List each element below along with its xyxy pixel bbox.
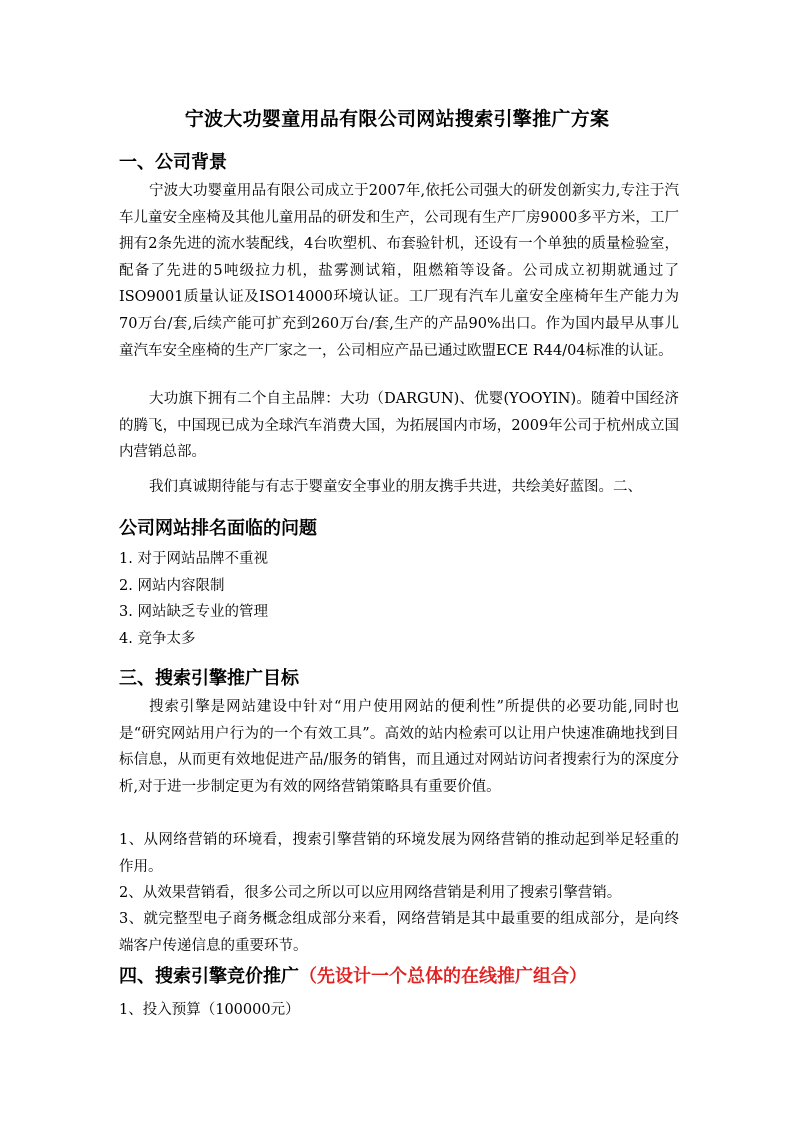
paragraph-budget: 1、投入预算（100000元）: [119, 1002, 300, 1018]
list-item: 2. 网站内容限制: [119, 577, 225, 594]
list-item: 4. 竞争太多: [119, 630, 196, 647]
section-heading-bidding-promotion: [119, 962, 587, 988]
heading-text: 四、搜索引擎竞价推广: [119, 966, 299, 987]
list-item: 3. 网站缺乏专业的管理: [119, 604, 268, 621]
document-title: 宁波大功婴童用品有限公司网站搜索引擎推广方案: [184, 108, 610, 130]
paragraph-brands: 大功旗下拥有二个自主品牌：大功（DARGUN)、优婴(YOOYIN)。随着中国经济的腾飞，中国现已成为全球汽车消费大国，为拓展国内市场，2009年公司于杭州成立国内营销总部。: [119, 391, 679, 461]
paragraph-point-1: 1、从网络营销的环境看，搜索引擎营销的环境发展为网络营销的推动起到举足轻重的作用。: [119, 832, 679, 875]
paragraph-point-2: 2、从效果营销看，很多公司之所以可以应用网络营销是利用了搜索引擎营销。: [119, 885, 622, 901]
paragraph-closing: 我们真诚期待能与有志于婴童安全事业的朋友携手共进，共绘美好蓝图。二、: [149, 479, 642, 495]
problems-list: [119, 546, 268, 652]
paragraph-seo-goals: 搜索引擎是网站建设中针对“用户使用网站的便利性”所提供的必要功能,同时也是“研究网站用户行为的一个有效工具”。高效的站内检索可以让用户快速准确地找到目标信息，从而更有效地促进产品/服务的销售，而且通过对网站访问者搜索行为的深度分析,对于进一步制定更为有效的网络营销策略具有重要价值。: [119, 699, 679, 795]
section-heading-company-background: 一、公司背景: [119, 152, 227, 173]
paragraph-company-intro: 宁波大功婴童用品有限公司成立于2007年,依托公司强大的研发创新实力,专注于汽车儿童安全座椅及其他儿童用品的研发和生产，公司现有生产厂房9000多平方米，工厂拥有2条先进的流水装配线，4台吹塑机、布套验针机，还设有一个单独的质量检验室，配备了先进的5吨级拉力机，盐雾测试箱，阻燃箱等设备。公司成立初期就通过了ISO9001质量认证及ISO14000环境认证。工厂现有汽车儿童安全座椅年生产能力为70万台/套,后续产能可扩充到260万台/套,生产的产品90%出口。作为国内最早从事儿童汽车安全座椅的生产厂家之一，公司相应产品已通过欧盟ECE R44/04标准的认证。: [119, 183, 679, 359]
list-item: 1. 对于网站品牌不重视: [119, 551, 268, 567]
heading-red-note: （先设计一个总体的在线推广组合）: [299, 966, 587, 987]
paragraph-point-3: 3、就完整型电子商务概念组成部分来看，网络营销是其中最重要的组成部分，是向终端客户传递信息的重要环节。: [119, 911, 679, 954]
section-heading-ranking-problems: 公司网站排名面临的问题: [119, 518, 317, 539]
section-heading-seo-goals: 三、搜索引擎推广目标: [119, 668, 299, 689]
